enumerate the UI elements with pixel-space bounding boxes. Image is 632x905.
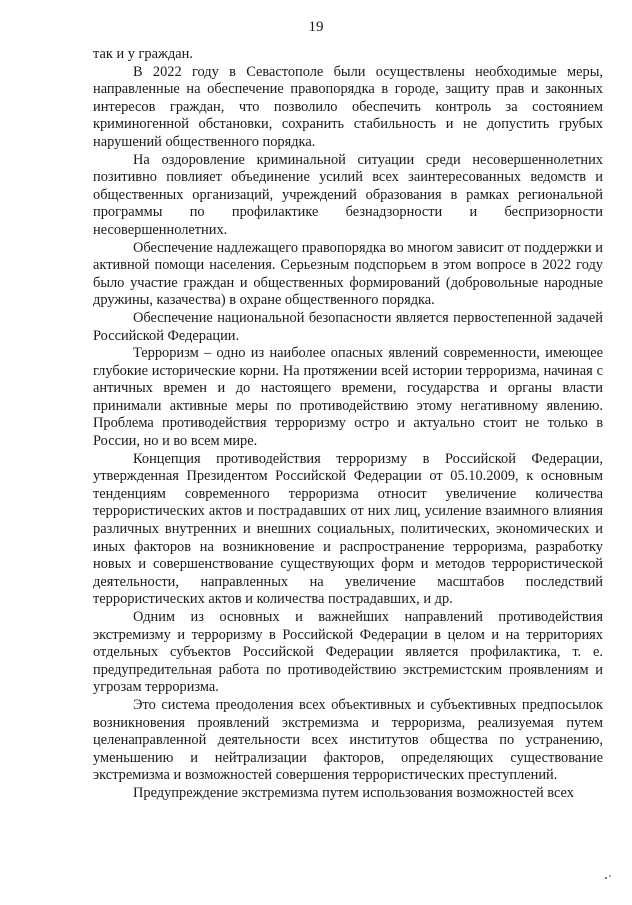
paragraph-juvenile-crime: На оздоровление криминальной ситуации среди несовершеннолетних позитивно повлияет объединение усилий всех заинтересованных ведомств и общественных организаций, учреждений образования в рамках региональной программы по профилактике безнадзорности и беспризорности несовершеннолетних. bbox=[93, 151, 603, 238]
paragraph-concept: Концепция противодействия терроризму в Российской Федерации, утвержденная Президентом Российской Федерации от 05.10.2009, к основным тенденциям современного терроризма относит увеличение количества террористических актов и пострадавших от них лиц, усиление взаимного влияния различных внутренних и внешних социальных, политических, экономических и иных факторов на возникновение и распространение терроризма, разработку новых и совершенствование существующих форм и методов террористической деятельности, направленных на увеличение масштабов последствий террористических актов и количества пострадавших, и др. bbox=[93, 450, 603, 608]
paragraph-extremism-prevention: Предупреждение экстремизма путем использования возможностей всех bbox=[133, 784, 574, 801]
paragraph-prevention-system: Это система преодоления всех объективных и субъективных предпосылок возникновения проявлений экстремизма и терроризма, реализуемая путем целенаправленной деятельности всех институтов общества по устранению, уменьшению и нейтрализации факторов, определяющих существование экстремизма и возможностей совершения террористических преступлений. bbox=[93, 696, 603, 784]
paragraph-public-support: Обеспечение надлежащего правопорядка во многом зависит от поддержки и активной помощи населения. Серьезным подспорьем в этом вопросе в 2022 году было участие граждан и общественных формирований (добровольные народные дружины, казачества) в охране общественного порядка. bbox=[93, 239, 603, 309]
scan-speck-icon bbox=[603, 872, 613, 882]
scan-mark bbox=[603, 872, 613, 884]
paragraph-prevention-directions: Одним из основных и важнейших направлений противодействия экстремизму и терроризму в Российской Федерации в целом и на территориях отдельных субъектов Российской Федерации является профилактика, т. е. предупредительная работа по противодействию экстремистским проявлениям и угрозам терроризма. bbox=[93, 609, 603, 696]
paragraph-continuation: так и у граждан. bbox=[93, 46, 193, 62]
paragraph-sevastopol-order: В 2022 году в Севастополе были осуществлены необходимые меры, направленные на обеспечение правопорядка в городе, защиту прав и законных интересов граждан, что позволило обеспечить контроль за состоянием криминогенной обстановки, сохранить стабильность и не допустить грубых нарушений общественного порядка. bbox=[93, 63, 603, 150]
document-body bbox=[93, 46, 603, 803]
page-number: 19 bbox=[308, 19, 324, 35]
paragraph-terrorism-history: Терроризм – одно из наиболее опасных явлений современности, имеющее глубокие исторические корни. На протяжении всей истории терроризма, начиная с античных времен и до настоящего времени, государства и органы власти принимали активные меры по противодействию этому негативному явлению. Проблема противодействия терроризму остро и актуально стоит не только в России, но и во всем мире. bbox=[93, 345, 603, 450]
paragraph-national-security: Обеспечение национальной безопасности является первостепенной задачей Российской Федерации. bbox=[93, 309, 603, 344]
